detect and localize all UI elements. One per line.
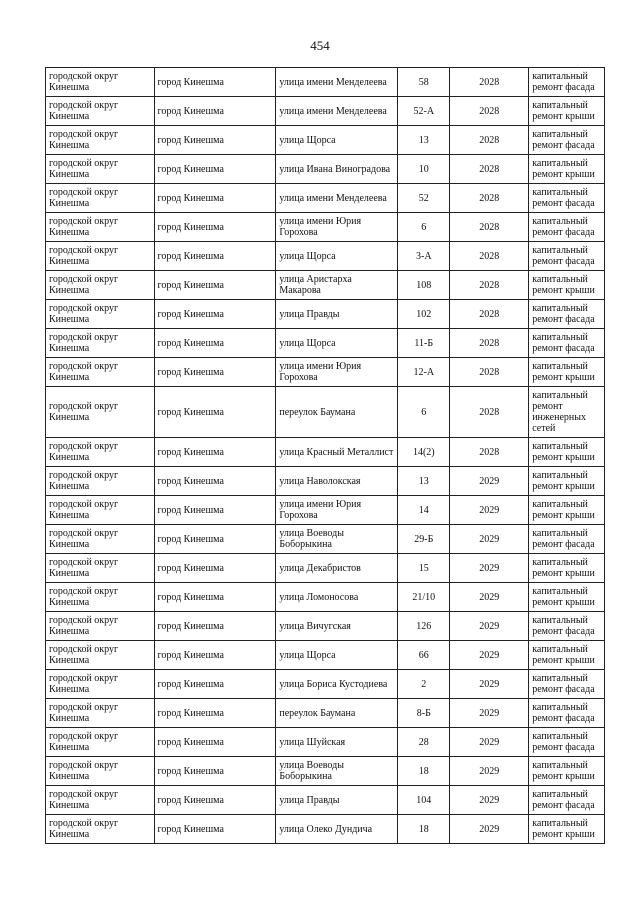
year-cell: 2029 xyxy=(450,496,529,525)
work-type-cell: капитальный ремонт фасада xyxy=(529,699,605,728)
year-cell: 2028 xyxy=(450,242,529,271)
house-number-cell: 11-Б xyxy=(398,329,450,358)
house-number-cell: 15 xyxy=(398,554,450,583)
city-cell: город Кинешма xyxy=(154,213,276,242)
table-row xyxy=(46,699,605,728)
street-cell: улица Щорса xyxy=(276,329,398,358)
table-row xyxy=(46,641,605,670)
table-body xyxy=(46,68,605,844)
city-cell: город Кинешма xyxy=(154,438,276,467)
city-cell: город Кинешма xyxy=(154,467,276,496)
house-number-cell: 8-Б xyxy=(398,699,450,728)
house-number-cell: 2 xyxy=(398,670,450,699)
work-type-cell: капитальный ремонт крыши xyxy=(529,815,605,844)
table-row xyxy=(46,68,605,97)
house-number-cell: 18 xyxy=(398,757,450,786)
year-cell: 2029 xyxy=(450,641,529,670)
year-cell: 2028 xyxy=(450,329,529,358)
district-cell: городской округ Кинешма xyxy=(46,757,155,786)
work-type-cell: капитальный ремонт фасада xyxy=(529,300,605,329)
work-type-cell: капитальный ремонт фасада xyxy=(529,670,605,699)
year-cell: 2028 xyxy=(450,126,529,155)
street-cell: улица Олеко Дундича xyxy=(276,815,398,844)
house-number-cell: 12-А xyxy=(398,358,450,387)
street-cell: улица Воеводы Боборыкина xyxy=(276,525,398,554)
city-cell: город Кинешма xyxy=(154,496,276,525)
year-cell: 2029 xyxy=(450,728,529,757)
table-row xyxy=(46,329,605,358)
year-cell: 2029 xyxy=(450,467,529,496)
house-number-cell: 108 xyxy=(398,271,450,300)
year-cell: 2029 xyxy=(450,786,529,815)
city-cell: город Кинешма xyxy=(154,612,276,641)
work-type-cell: капитальный ремонт фасада xyxy=(529,242,605,271)
table-row xyxy=(46,358,605,387)
house-number-cell: 29-Б xyxy=(398,525,450,554)
work-type-cell: капитальный ремонт фасада xyxy=(529,786,605,815)
street-cell: улица Воеводы Боборыкина xyxy=(276,757,398,786)
district-cell: городской округ Кинешма xyxy=(46,670,155,699)
table-row xyxy=(46,213,605,242)
table-row xyxy=(46,155,605,184)
city-cell: город Кинешма xyxy=(154,242,276,271)
street-cell: улица Правды xyxy=(276,786,398,815)
street-cell: улица Вичугская xyxy=(276,612,398,641)
district-cell: городской округ Кинешма xyxy=(46,387,155,438)
city-cell: город Кинешма xyxy=(154,300,276,329)
table-row xyxy=(46,670,605,699)
street-cell: улица Шуйская xyxy=(276,728,398,757)
work-type-cell: капитальный ремонт фасада xyxy=(529,525,605,554)
street-cell: улица имени Менделеева xyxy=(276,97,398,126)
street-cell: улица Щорса xyxy=(276,126,398,155)
street-cell: улица Наволокская xyxy=(276,467,398,496)
house-number-cell: 21/10 xyxy=(398,583,450,612)
district-cell: городской округ Кинешма xyxy=(46,554,155,583)
work-type-cell: капитальный ремонт фасада xyxy=(529,184,605,213)
district-cell: городской округ Кинешма xyxy=(46,496,155,525)
year-cell: 2029 xyxy=(450,670,529,699)
district-cell: городской округ Кинешма xyxy=(46,438,155,467)
work-type-cell: капитальный ремонт крыши xyxy=(529,438,605,467)
year-cell: 2029 xyxy=(450,815,529,844)
district-cell: городской округ Кинешма xyxy=(46,242,155,271)
district-cell: городской округ Кинешма xyxy=(46,300,155,329)
house-number-cell: 104 xyxy=(398,786,450,815)
city-cell: город Кинешма xyxy=(154,358,276,387)
district-cell: городской округ Кинешма xyxy=(46,641,155,670)
street-cell: улица имени Менделеева xyxy=(276,68,398,97)
year-cell: 2029 xyxy=(450,583,529,612)
house-number-cell: 102 xyxy=(398,300,450,329)
table-row xyxy=(46,97,605,126)
work-type-cell: капитальный ремонт крыши xyxy=(529,155,605,184)
work-type-cell: капитальный ремонт крыши xyxy=(529,467,605,496)
district-cell: городской округ Кинешма xyxy=(46,525,155,554)
district-cell: городской округ Кинешма xyxy=(46,612,155,641)
house-number-cell: 6 xyxy=(398,387,450,438)
street-cell: переулок Баумана xyxy=(276,387,398,438)
table-row xyxy=(46,126,605,155)
city-cell: город Кинешма xyxy=(154,670,276,699)
district-cell: городской округ Кинешма xyxy=(46,184,155,213)
table-row xyxy=(46,496,605,525)
district-cell: городской округ Кинешма xyxy=(46,213,155,242)
table-row xyxy=(46,300,605,329)
house-number-cell: 58 xyxy=(398,68,450,97)
city-cell: город Кинешма xyxy=(154,728,276,757)
house-number-cell: 66 xyxy=(398,641,450,670)
street-cell: улица имени Юрия Горохова xyxy=(276,358,398,387)
city-cell: город Кинешма xyxy=(154,554,276,583)
house-number-cell: 18 xyxy=(398,815,450,844)
work-type-cell: капитальный ремонт крыши xyxy=(529,641,605,670)
city-cell: город Кинешма xyxy=(154,786,276,815)
table-row xyxy=(46,815,605,844)
street-cell: улица Декабристов xyxy=(276,554,398,583)
street-cell: улица Красный Металлист xyxy=(276,438,398,467)
city-cell: город Кинешма xyxy=(154,387,276,438)
house-number-cell: 28 xyxy=(398,728,450,757)
district-cell: городской округ Кинешма xyxy=(46,329,155,358)
year-cell: 2028 xyxy=(450,155,529,184)
city-cell: город Кинешма xyxy=(154,525,276,554)
table-row xyxy=(46,438,605,467)
table-row xyxy=(46,467,605,496)
year-cell: 2029 xyxy=(450,554,529,583)
year-cell: 2029 xyxy=(450,525,529,554)
year-cell: 2028 xyxy=(450,271,529,300)
street-cell: улица Правды xyxy=(276,300,398,329)
year-cell: 2028 xyxy=(450,213,529,242)
table-row xyxy=(46,757,605,786)
work-type-cell: капитальный ремонт крыши xyxy=(529,271,605,300)
house-number-cell: 13 xyxy=(398,467,450,496)
city-cell: город Кинешма xyxy=(154,184,276,213)
year-cell: 2028 xyxy=(450,300,529,329)
district-cell: городской округ Кинешма xyxy=(46,815,155,844)
district-cell: городской округ Кинешма xyxy=(46,467,155,496)
year-cell: 2029 xyxy=(450,757,529,786)
house-number-cell: 52 xyxy=(398,184,450,213)
city-cell: город Кинешма xyxy=(154,155,276,184)
house-number-cell: 14(2) xyxy=(398,438,450,467)
table-row xyxy=(46,184,605,213)
work-type-cell: капитальный ремонт крыши xyxy=(529,358,605,387)
district-cell: городской округ Кинешма xyxy=(46,358,155,387)
house-number-cell: 10 xyxy=(398,155,450,184)
work-type-cell: капитальный ремонт фасада xyxy=(529,728,605,757)
city-cell: город Кинешма xyxy=(154,757,276,786)
city-cell: город Кинешма xyxy=(154,126,276,155)
work-type-cell: капитальный ремонт фасада xyxy=(529,126,605,155)
year-cell: 2028 xyxy=(450,68,529,97)
work-type-cell: капитальный ремонт фасада xyxy=(529,329,605,358)
table-row xyxy=(46,271,605,300)
work-type-cell: капитальный ремонт фасада xyxy=(529,213,605,242)
district-cell: городской округ Кинешма xyxy=(46,97,155,126)
street-cell: переулок Баумана xyxy=(276,699,398,728)
city-cell: город Кинешма xyxy=(154,583,276,612)
year-cell: 2029 xyxy=(450,612,529,641)
district-cell: городской округ Кинешма xyxy=(46,126,155,155)
work-type-cell: капитальный ремонт крыши xyxy=(529,97,605,126)
street-cell: улица имени Менделеева xyxy=(276,184,398,213)
district-cell: городской округ Кинешма xyxy=(46,699,155,728)
work-type-cell: капитальный ремонт крыши xyxy=(529,496,605,525)
city-cell: город Кинешма xyxy=(154,97,276,126)
house-number-cell: 126 xyxy=(398,612,450,641)
house-number-cell: 13 xyxy=(398,126,450,155)
city-cell: город Кинешма xyxy=(154,271,276,300)
year-cell: 2029 xyxy=(450,699,529,728)
house-number-cell: 6 xyxy=(398,213,450,242)
city-cell: город Кинешма xyxy=(154,641,276,670)
housing-repair-table xyxy=(45,67,605,844)
street-cell: улица имени Юрия Горохова xyxy=(276,213,398,242)
table-row xyxy=(46,612,605,641)
city-cell: город Кинешма xyxy=(154,699,276,728)
year-cell: 2028 xyxy=(450,438,529,467)
year-cell: 2028 xyxy=(450,358,529,387)
house-number-cell: 14 xyxy=(398,496,450,525)
city-cell: город Кинешма xyxy=(154,68,276,97)
house-number-cell: 52-А xyxy=(398,97,450,126)
page-number: 454 xyxy=(310,38,330,53)
work-type-cell: капитальный ремонт крыши xyxy=(529,757,605,786)
table-row xyxy=(46,583,605,612)
year-cell: 2028 xyxy=(450,97,529,126)
table-row xyxy=(46,525,605,554)
district-cell: городской округ Кинешма xyxy=(46,786,155,815)
street-cell: улица Аристарха Макарова xyxy=(276,271,398,300)
street-cell: улица Бориса Кустодиева xyxy=(276,670,398,699)
table-row xyxy=(46,554,605,583)
district-cell: городской округ Кинешма xyxy=(46,155,155,184)
work-type-cell: капитальный ремонт крыши xyxy=(529,554,605,583)
table-row xyxy=(46,242,605,271)
year-cell: 2028 xyxy=(450,387,529,438)
year-cell: 2028 xyxy=(450,184,529,213)
street-cell: улица Щорса xyxy=(276,641,398,670)
district-cell: городской округ Кинешма xyxy=(46,728,155,757)
street-cell: улица имени Юрия Горохова xyxy=(276,496,398,525)
table-row xyxy=(46,728,605,757)
house-number-cell: 3-А xyxy=(398,242,450,271)
work-type-cell: капитальный ремонт фасада xyxy=(529,68,605,97)
work-type-cell: капитальный ремонт крыши xyxy=(529,583,605,612)
district-cell: городской округ Кинешма xyxy=(46,583,155,612)
work-type-cell: капитальный ремонт фасада xyxy=(529,612,605,641)
work-type-cell: капитальный ремонт инженерных сетей xyxy=(529,387,605,438)
city-cell: город Кинешма xyxy=(154,329,276,358)
city-cell: город Кинешма xyxy=(154,815,276,844)
street-cell: улица Ломоносова xyxy=(276,583,398,612)
table-row xyxy=(46,387,605,438)
district-cell: городской округ Кинешма xyxy=(46,68,155,97)
district-cell: городской округ Кинешма xyxy=(46,271,155,300)
table-row xyxy=(46,786,605,815)
street-cell: улица Щорса xyxy=(276,242,398,271)
street-cell: улица Ивана Виноградова xyxy=(276,155,398,184)
